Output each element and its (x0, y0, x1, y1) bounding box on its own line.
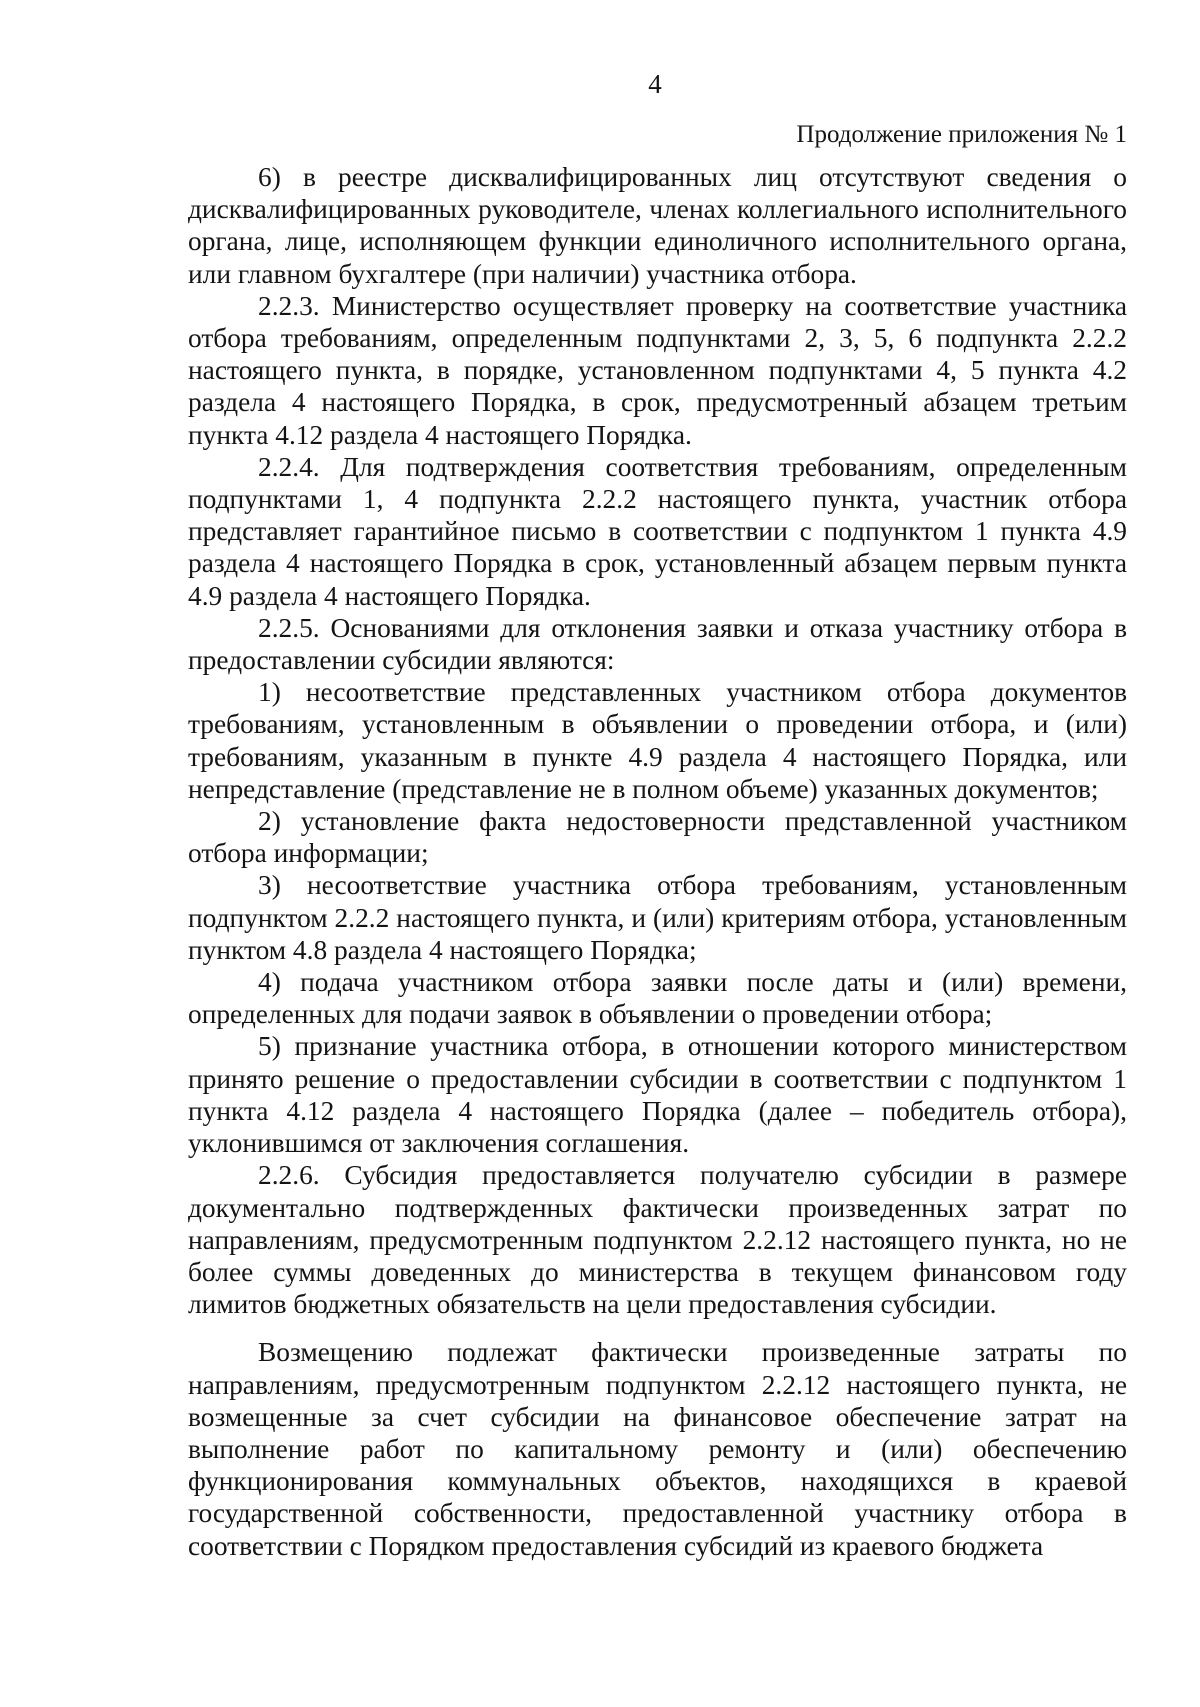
paragraph-reason-3: 3) несоответствие участника отбора требованиям, установленным подпунктом 2.2.2 настоящего пункта, и (или) критериям отбора, установленным пунктом 4.8 раздела 4 настоящего Порядка; (188, 870, 1127, 965)
paragraph-item-6: 6) в реестре дисквалифицированных лиц отсутствуют сведения о дисквалифицированных руководителе, членах коллегиального исполнительного органа, лице, исполняющем функции единоличного исполнительного органа, или главном бухгалтере (при наличии) участника отбора. (188, 162, 1127, 289)
document-body (188, 161, 1127, 1562)
paragraph-2-2-5: 2.2.5. Основаниями для отклонения заявки и отказа участнику отбора в предоставлении субсидии являются: (188, 612, 1127, 676)
paragraph-reason-1: 1) несоответствие представленных участником отбора документов требованиям, установленным в объявлении о проведении отбора, и (или) требованиям, указанным в пункте 4.9 раздела 4 настоящего Порядка, или непредставление (представление не в полном объеме) указанных документов; (188, 677, 1127, 804)
paragraph-2-2-3: 2.2.3. Министерство осуществляет проверку на соответствие участника отбора требованиям, определенным подпунктами 2, 3, 5, 6 подпункта 2.2.2 настоящего пункта, в порядке, установленном подпунктами 4, 5 пункта 4.2 раздела 4 настоящего Порядка, в срок, предусмотренный абзацем третьим пункта 4.12 раздела 4 настоящего Порядка. (188, 290, 1127, 450)
paragraph-2-2-6: 2.2.6. Субсидия предоставляется получателю субсидии в размере документально подтвержденных фактически произведенных затрат по направлениям, предусмотренным подпунктом 2.2.12 настоящего пункта, но не более суммы доведенных до министерства в текущем финансовом году лимитов бюджетных обязательств на цели предоставления субсидии. (188, 1160, 1127, 1320)
page-number: 4 (648, 69, 662, 99)
paragraph-reason-2: 2) установление факта недостоверности представленной участником отбора информации; (188, 806, 1127, 869)
paragraph-reason-4: 4) подача участником отбора заявки после даты и (или) времени, определенных для подачи заявок в объявлении о проведении отбора; (188, 967, 1127, 1030)
paragraph-reason-5: 5) признание участника отбора, в отношении которого министерством принято решение о предоставлении субсидии в соответствии с подпунктом 1 пункта 4.12 раздела 4 настоящего Порядка (далее – победитель отбора), уклонившимся от заключения соглашения. (188, 1031, 1127, 1159)
appendix-continuation-note: Продолжение приложения № 1 (796, 121, 1127, 148)
paragraph-reimbursement: Возмещению подлежат фактически произведенные затраты по направлениям, предусмотренным подпунктом 2.2.12 настоящего пункта, не возмещенные за счет субсидии на финансовое обеспечение затрат на выполнение работ по капитальному ремонту и (или) обеспечению функционирования коммунальных объектов, находящихся в краевой государственной собственности, предоставленной участнику отбора в соответствии с Порядком предоставления субсидий из краевого бюджета (188, 1337, 1127, 1561)
paragraph-2-2-4: 2.2.4. Для подтверждения соответствия требованиям, определенным подпунктами 1, 4 подпункта 2.2.2 настоящего пункта, участник отбора представляет гарантийное письмо в соответствии с подпунктом 1 пункта 4.9 раздела 4 настоящего Порядка в срок, установленный абзацем первым пункта 4.9 раздела 4 настоящего Порядка. (188, 451, 1127, 611)
